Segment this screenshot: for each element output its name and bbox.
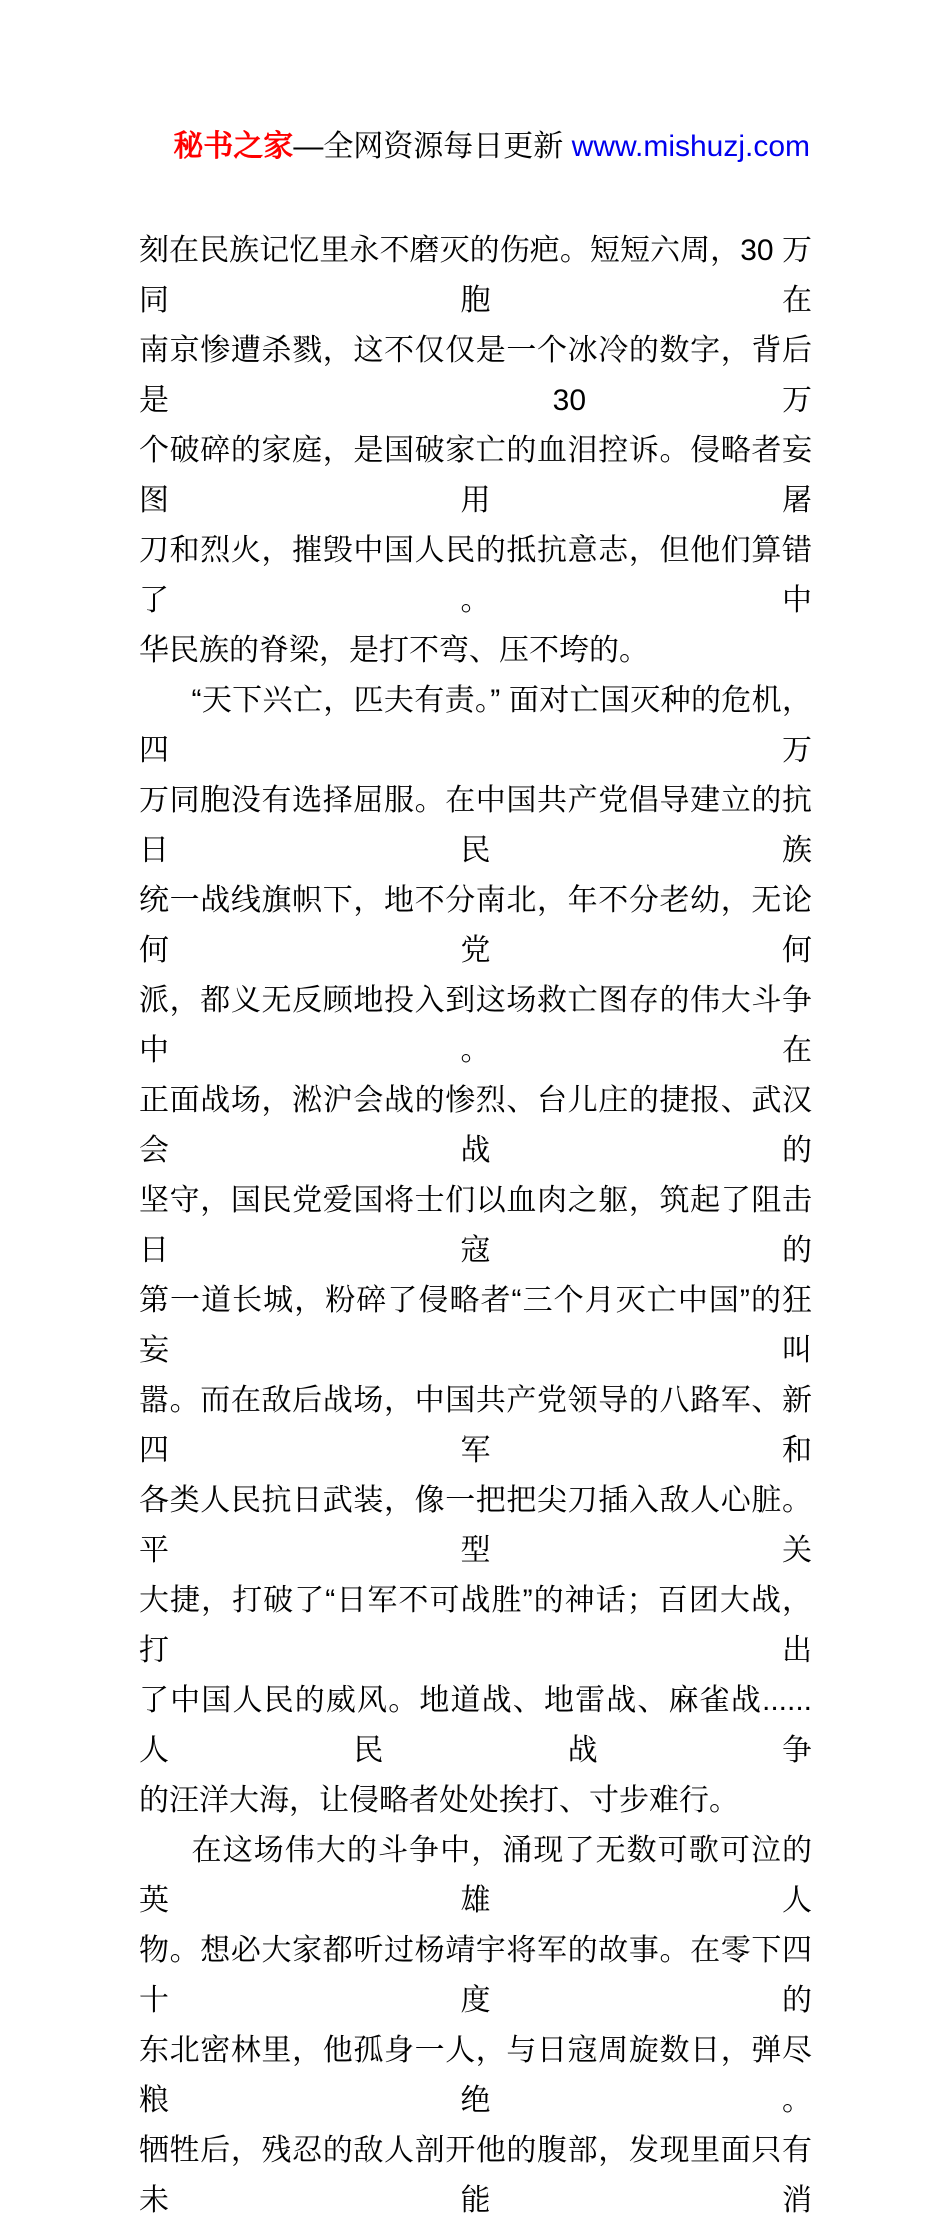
site-header <box>0 0 950 210</box>
text-line: 万同胞没有选择屈服。在中国共产党倡导建立的抗日民族 <box>139 784 812 867</box>
text-line: 统一战线旗帜下，地不分南北，年不分老幼，无论何党何 <box>139 884 812 967</box>
text-line: 华民族的脊梁，是打不弯、压不垮的。 <box>139 634 649 667</box>
text-line: 大捷，打破了“日军不可战胜”的神话；百团大战，打出 <box>139 1584 812 1667</box>
text-line: 在这场伟大的斗争中，涌现了无数可歌可泣的英雄人 <box>139 1834 812 1917</box>
site-url[interactable]: www.mishuzj.com <box>571 130 811 163</box>
document-body <box>0 226 950 2226</box>
text-line: “天下兴亡，匹夫有责。” 面对亡国灭种的危机，四万 <box>139 684 812 767</box>
text-line: 东北密林里，他孤身一人，与日寇周旋数日，弹尽粮绝。 <box>139 2034 812 2117</box>
text-line: 刀和烈火，摧毁中国人民的抵抗意志，但他们算错了。中 <box>139 534 812 617</box>
text-line: 嚣。而在敌后战场，中国共产党领导的八路军、新四军和 <box>139 1384 812 1467</box>
text-line: 了中国人民的威风。地道战、地雷战、麻雀战......人民战争 <box>139 1684 812 1767</box>
text-line: 各类人民抗日武装，像一把把尖刀插入敌人心脏。平型关 <box>139 1484 812 1567</box>
text-line: 个破碎的家庭，是国破家亡的血泪控诉。侵略者妄图用屠 <box>139 434 812 517</box>
text-line: 刻在民族记忆里永不磨灭的伤疤。短短六周，30 万同胞在 <box>139 234 812 317</box>
text-line: 牺牲后，残忍的敌人剖开他的腹部，发现里面只有未能消 <box>139 2134 812 2217</box>
text-line: 的汪洋大海，让侵略者处处挨打、寸步难行。 <box>139 1784 739 1817</box>
text-line: 物。想必大家都听过杨靖宇将军的故事。在零下四十度的 <box>139 1934 812 2017</box>
text-line: 南京惨遭杀戮，这不仅仅是一个冰冷的数字，背后是 30 万 <box>139 334 812 417</box>
text-line: 正面战场，淞沪会战的惨烈、台儿庄的捷报、武汉会战的 <box>139 1084 812 1167</box>
brand-name: 秘书之家 <box>173 130 294 163</box>
text-line: 第一道长城，粉碎了侵略者“三个月灭亡中国”的狂妄叫 <box>139 1284 812 1367</box>
text-line: 坚守，国民党爱国将士们以血肉之躯，筑起了阻击日寇的 <box>139 1184 812 1267</box>
header-tagline: —全网资源每日更新 <box>293 130 572 163</box>
text-line: 派，都义无反顾地投入到这场救亡图存的伟大斗争中。在 <box>139 984 812 1067</box>
